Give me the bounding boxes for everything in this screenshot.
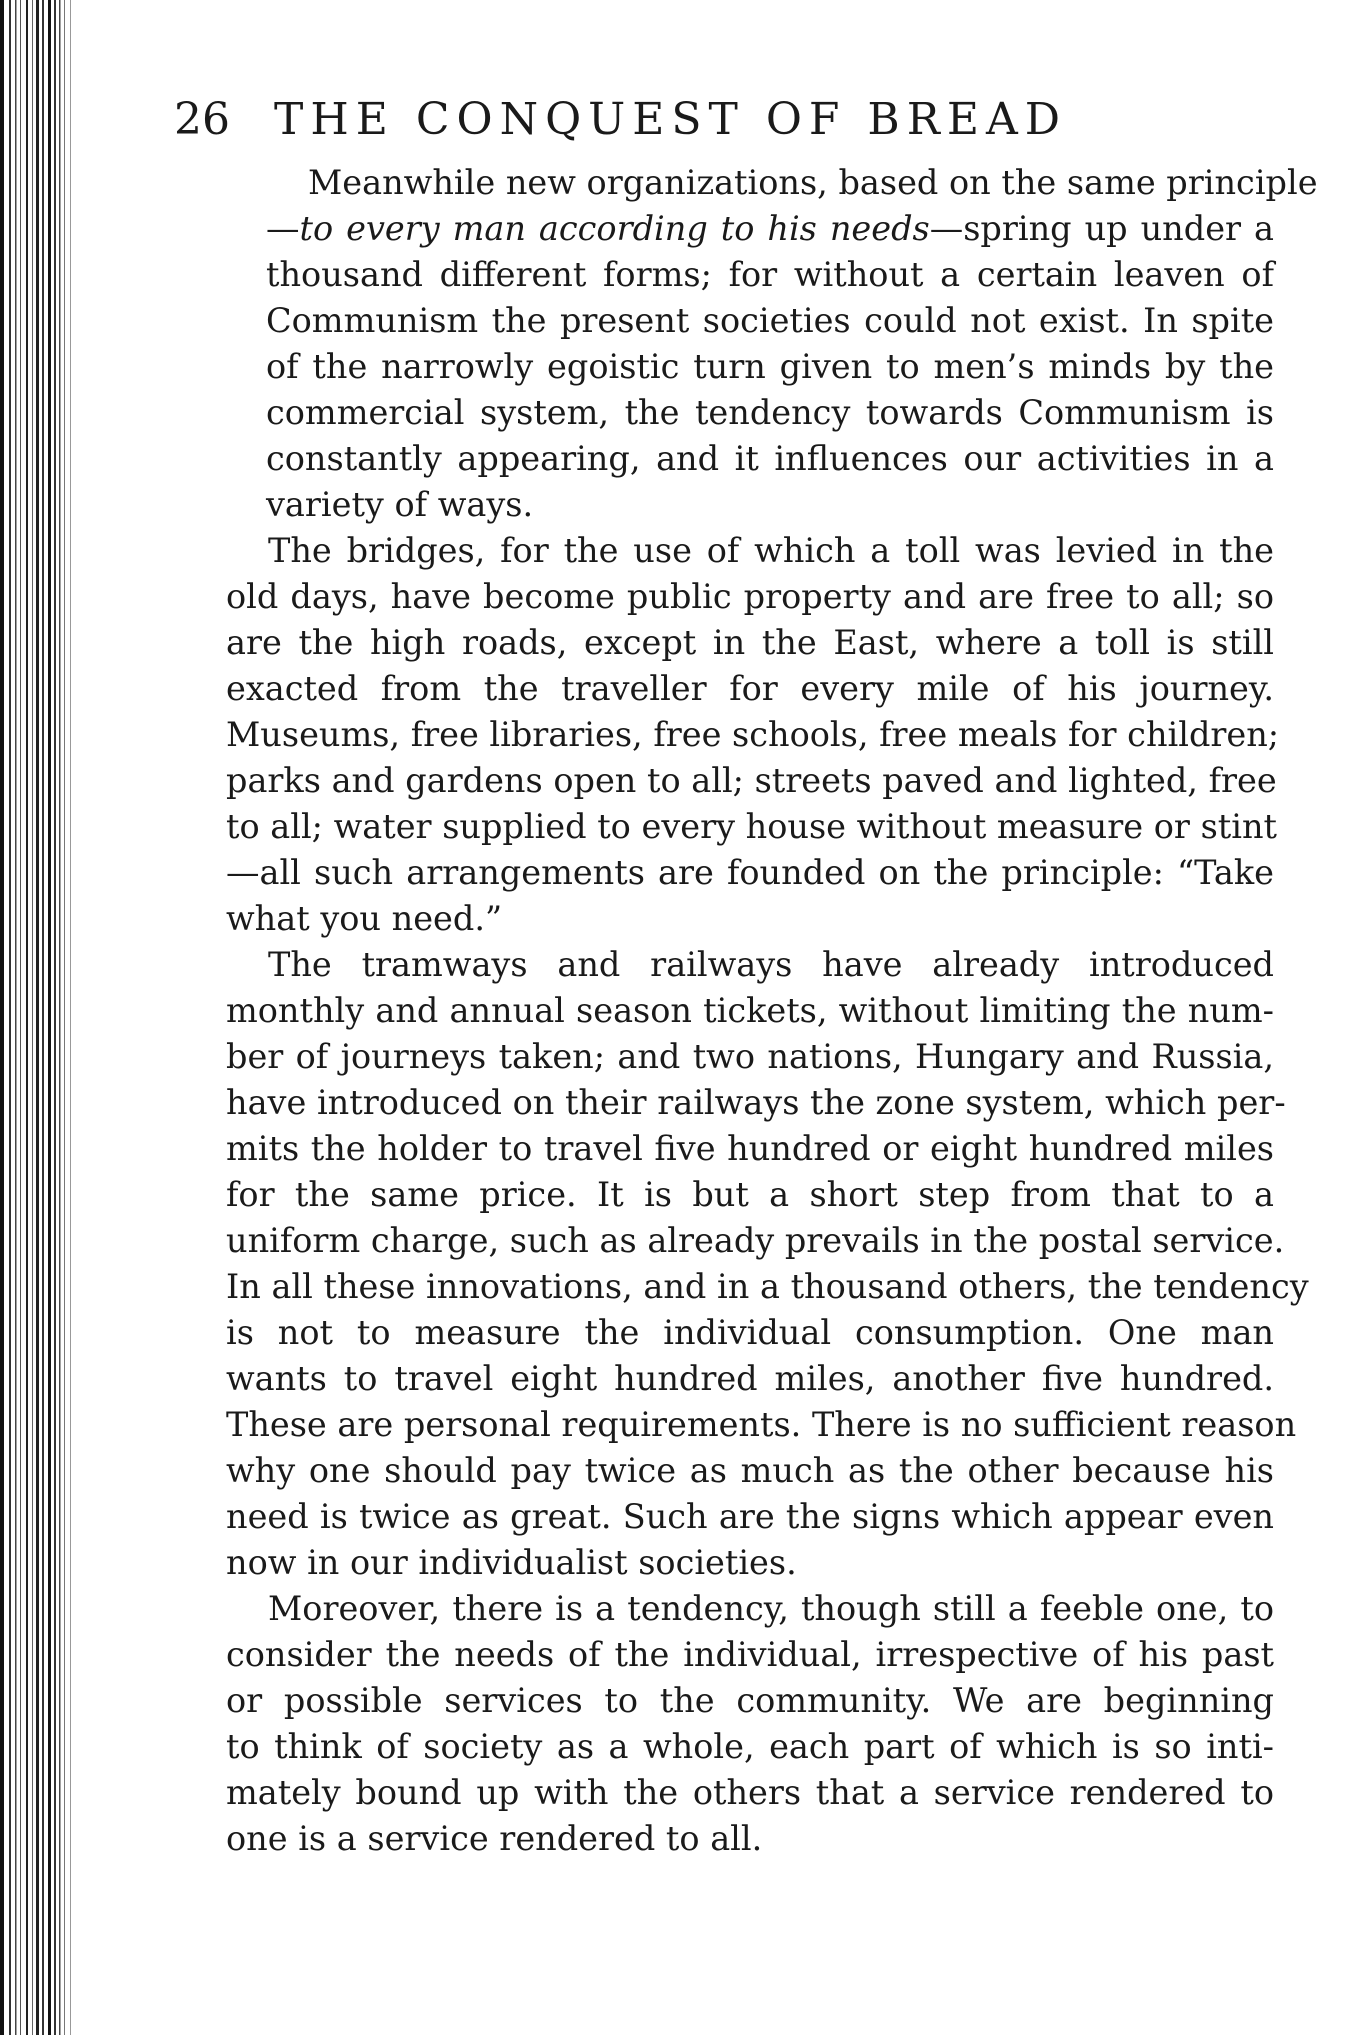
text-line-emphasis [266, 206, 1274, 252]
paragraph-2 [226, 528, 1280, 942]
text-line: variety of ways. [266, 485, 534, 524]
running-title: THE CONQUEST OF BREAD [274, 94, 1068, 145]
paragraph-3 [226, 942, 1309, 1586]
text-line: In all these innovations, and in a thousand others, the tendency [226, 1267, 1309, 1306]
text-line: mits the holder to travel five hundred or eight hundred miles [226, 1129, 1274, 1168]
text-line: mately bound up with the others that a service rendered to [226, 1773, 1274, 1812]
text-line: why one should pay twice as much as the other because his [226, 1451, 1274, 1490]
text-line: uniform charge, such as already prevails in the postal service. [226, 1221, 1285, 1260]
page-body [226, 160, 1318, 1862]
text-line: now in our individualist societies. [226, 1543, 797, 1582]
page-header [174, 90, 1174, 150]
text-line: commercial system, the tendency towards Communism is [266, 393, 1274, 432]
text-line: is not to measure the individual consumption. One man [226, 1313, 1274, 1352]
text-line: are the high roads, except in the East, where a toll is still [226, 623, 1274, 662]
emphasized-phrase: to every man according to his needs [299, 209, 930, 248]
page-number: 26 [174, 94, 230, 145]
text-line: old days, have become public property and are free to all; so [226, 577, 1274, 616]
paragraph-1 [226, 160, 1318, 528]
text-line: have introduced on their railways the zone system, which per- [226, 1083, 1286, 1122]
text-line: for the same price. It is but a short step from that to a [226, 1175, 1274, 1214]
text-line: ber of journeys taken; and two nations, Hungary and Russia, [226, 1037, 1274, 1076]
text-line: to all; water supplied to every house without measure or stint [226, 807, 1277, 846]
text-line: Moreover, there is a tendency, though still a feeble one, to [268, 1589, 1274, 1628]
text-line: constantly appearing, and it influences our activities in a [266, 439, 1274, 478]
text-line: Communism the present societies could not exist. In spite [266, 301, 1274, 340]
text-line: Museums, free libraries, free schools, free meals for children; [226, 715, 1280, 754]
text-line: what you need.” [226, 899, 503, 938]
text-line: exacted from the traveller for every mile of his journey. [226, 669, 1274, 708]
text-line: These are personal requirements. There is no sufficient reason [226, 1405, 1297, 1444]
text-line: Meanwhile new organizations, based on the same principle [308, 163, 1318, 202]
text-line: parks and gardens open to all; streets paved and lighted, free [226, 761, 1277, 800]
text-line: wants to travel eight hundred miles, another five hundred. [226, 1359, 1274, 1398]
text-line: or possible services to the community. We are beginning [226, 1681, 1274, 1720]
text-line: of the narrowly egoistic turn given to men’s minds by the [266, 347, 1274, 386]
text-line: —all such arrangements are founded on the principle: “Take [226, 853, 1274, 892]
text-line: need is twice as great. Such are the signs which appear even [226, 1497, 1274, 1536]
text-line: The bridges, for the use of which a toll was levied in the [268, 531, 1274, 570]
text-line: thousand different forms; for without a certain leaven of [266, 255, 1274, 294]
emphasis-lead: — [266, 209, 300, 248]
book-spine-edge [0, 0, 78, 2035]
text-line: to think of society as a whole, each part of which is so inti- [226, 1727, 1274, 1766]
text-line: one is a service rendered to all. [226, 1819, 763, 1858]
text-line: monthly and annual season tickets, without limiting the num- [226, 991, 1274, 1030]
text-line: The tramways and railways have already introduced [268, 945, 1274, 984]
text-line: consider the needs of the individual, irrespective of his past [226, 1635, 1274, 1674]
emphasis-tail: —spring up under a [929, 209, 1274, 248]
paragraph-4 [226, 1586, 1274, 1862]
